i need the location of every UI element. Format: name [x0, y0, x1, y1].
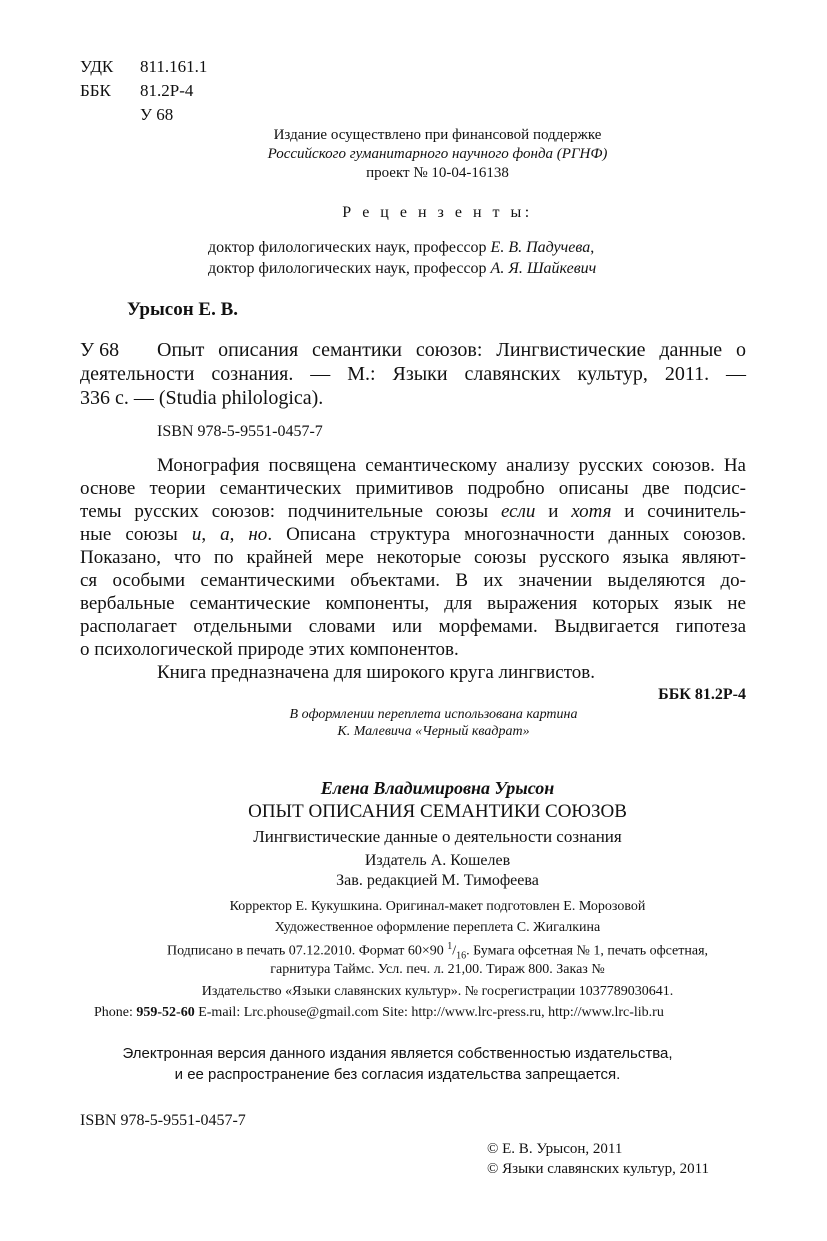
catalog-mark: У 68	[80, 339, 120, 361]
conjunction-khotya: хотя	[571, 501, 612, 522]
reviewer-1-role: доктор филологических наук, профессор	[208, 239, 491, 256]
phone-number: 959-52-60	[136, 1005, 195, 1020]
reviewer-1-name: Е. В. Падучева	[490, 239, 591, 256]
abstract-line-2: основе теории семантических примитивов подробно описаны две подсис-	[80, 478, 746, 499]
reviewer-1-suffix: ,	[590, 239, 595, 256]
reviewer-2-role: доктор филологических наук, профессор	[208, 260, 491, 277]
abstract-text: темы русских союзов: подчинительные союзы	[80, 501, 501, 522]
imprint-editor: Зав. редакцией М. Тимофеева	[336, 872, 539, 889]
format-slash: /	[452, 943, 457, 959]
reviewer-2-name: А. Я. Шайкевич	[490, 260, 597, 277]
imprint-contacts	[94, 1006, 664, 1020]
catalog-title-line-1: Опыт описания семантики союзов: Лингвистические данные о	[157, 339, 746, 361]
notice-line-1: Электронная версия данного издания является собственностью издательства,	[122, 1045, 673, 1062]
contact-links: E-mail: Lrc.phouse@gmail.com Site: http://www.lrc-press.ru, http://www.lrc-lib.ru	[194, 1005, 664, 1020]
imprint-author: Елена Владимировна Урысон	[320, 778, 555, 798]
catalog-author: Урысон Е. В.	[127, 299, 239, 320]
imprint-corrector: Корректор Е. Кукушкина. Оригинал-макет подготовлен Е. Морозовой	[229, 899, 646, 914]
abstract-line-10: Книга предназначена для широкого круга лингвистов.	[157, 662, 595, 683]
print-text: . Бумага офсетная № 1, печать офсетная,	[466, 943, 709, 959]
abstract-text: ные союзы	[80, 524, 192, 545]
cover-note-line-2: К. Малевича «Черный квадрат»	[337, 724, 530, 739]
conjunction-esli: если	[500, 501, 536, 522]
format-denominator: 16	[456, 950, 467, 962]
abstract-text: и	[535, 501, 572, 522]
abstract-text: ,	[201, 524, 221, 545]
abstract-line-7: вербальные семантические компоненты, для выражения которых язык не	[80, 593, 746, 614]
abstract-bbk: ББК 81.2Р-4	[658, 686, 746, 703]
abstract-line-9: о психологической природе этих компонентов.	[80, 639, 459, 660]
footer-isbn: ISBN 978-5-9551-0457-7	[80, 1112, 246, 1129]
catalog-title-line-2: деятельности сознания. — М.: Языки славянских культур, 2011. —	[80, 363, 746, 385]
funding-line-2: Российского гуманитарного научного фонда (РГНФ)	[267, 146, 608, 162]
abstract-text: . Описана структура многозначности данных союзов.	[267, 524, 747, 545]
imprint-publisher: Издатель А. Кошелев	[364, 852, 511, 869]
reviewer-2	[208, 261, 596, 277]
abstract-text: и сочинитель-	[611, 501, 746, 522]
cover-note-line-1: В оформлении переплета использована картина	[289, 707, 578, 722]
funding-line-3: проект № 10-04-16138	[366, 165, 509, 181]
abstract-line-8: располагает отдельными словами или морфемами. Выдвигается гипотеза	[80, 616, 746, 637]
abstract-line-4	[80, 525, 746, 544]
catalog-isbn: ISBN 978-5-9551-0457-7	[157, 423, 323, 440]
abstract-line-5: Показано, что по крайней мере некоторые союзы русского языка являют-	[80, 547, 746, 568]
reviewers-heading: Р е ц е н з е н т ы:	[342, 204, 533, 221]
print-text: Подписано в печать 07.12.2010. Формат 60×90	[166, 943, 448, 959]
author-mark: У 68	[140, 105, 174, 124]
bbk-label: ББК	[80, 81, 111, 100]
abstract-line-3	[80, 502, 746, 521]
imprint-title: ОПЫТ ОПИСАНИЯ СЕМАНТИКИ СОЮЗОВ	[248, 801, 627, 822]
copyright-publisher: © Языки славянских культур, 2011	[487, 1161, 710, 1177]
bbk-value: 81.2Р-4	[140, 81, 194, 100]
abstract-text: ,	[229, 524, 249, 545]
abstract-line-6: ся особыми семантическими объектами. В их значении выделяются до-	[80, 570, 746, 591]
notice-line-2: и ее распространение без согласия издательства запрещается.	[174, 1066, 621, 1083]
catalog-title-line-3: 336 с. — (Studia philologica).	[80, 387, 324, 409]
funding-line-1: Издание осуществлено при финансовой поддержке	[273, 127, 602, 143]
imprint-print-line-1	[24, 942, 827, 961]
udk-label: УДК	[80, 57, 114, 76]
imprint-registry: Издательство «Языки славянских культур». № госрегистрации 1037789030641.	[201, 984, 674, 999]
phone-label: Phone:	[94, 1005, 137, 1020]
imprint-subtitle: Лингвистические данные о деятельности сознания	[253, 827, 622, 846]
reviewer-1	[208, 240, 594, 256]
imprint-cover-design: Художественное оформление переплета С. Жигалкина	[274, 920, 601, 935]
conjunction-a: а	[220, 524, 230, 545]
conjunction-i: и	[191, 524, 202, 545]
udk-value: 811.161.1	[140, 57, 208, 76]
format-numerator: 1	[447, 941, 453, 952]
imprint-print-line-2: гарнитура Таймс. Усл. печ. л. 21,00. Тираж 800. Заказ №	[270, 962, 605, 977]
conjunction-no: но	[248, 524, 268, 545]
abstract-line-1: Монография посвящена семантическому анализу русских союзов. На	[157, 455, 746, 476]
copyright-author: © Е. В. Урысон, 2011	[487, 1141, 623, 1157]
